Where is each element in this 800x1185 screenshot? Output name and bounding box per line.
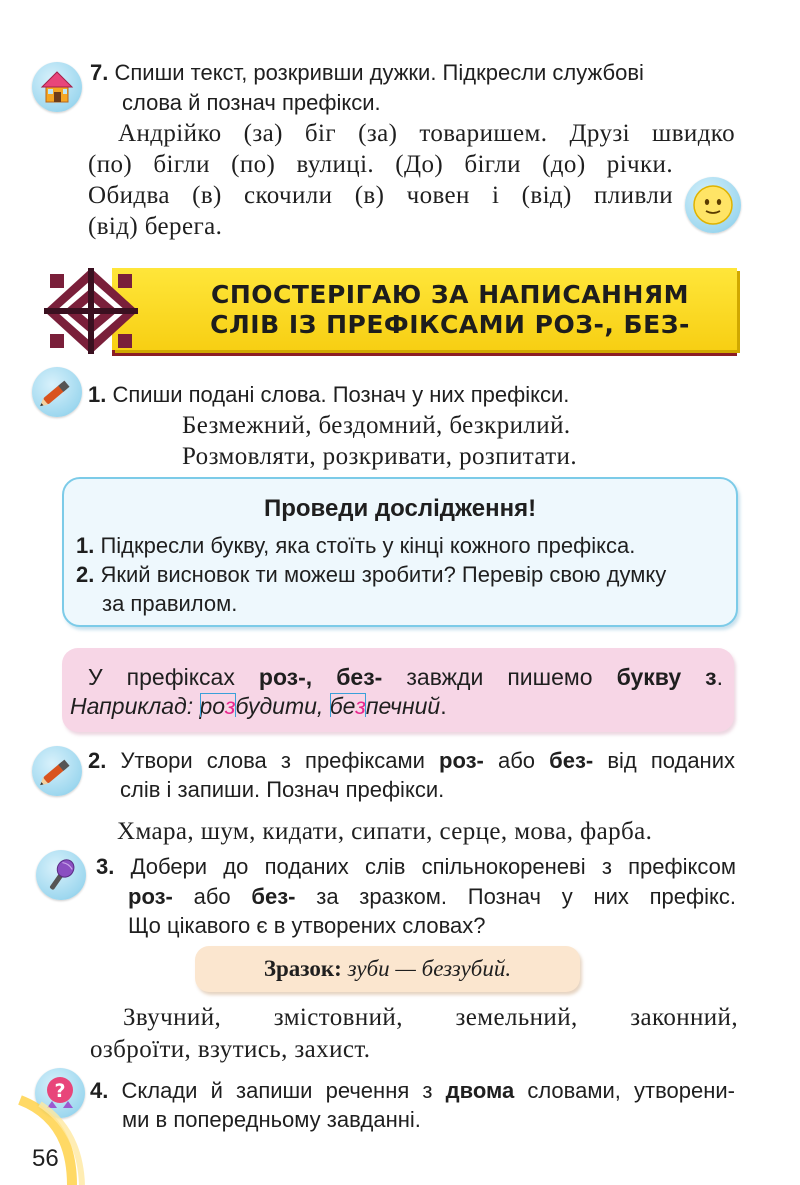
research-item2: 2. Який висновок ти можеш зробити? Перевір свою думку xyxy=(76,562,667,587)
task1-number: 1. xyxy=(88,382,107,407)
task7-number: 7. xyxy=(90,60,109,85)
house-icon xyxy=(32,62,82,112)
research-item1: 1. Підкресли букву, яка стоїть у кінці кожного префікса. xyxy=(76,533,636,558)
banner-title xyxy=(170,280,730,340)
task1-words-line2: Розмовляти, розкривати, розпитати. xyxy=(182,443,577,470)
task7-text-line3: Обидва (в) скочили (в) човен і (від) пливли xyxy=(88,182,673,209)
task3-instruction: 3. Добери до поданих слів спільнокореневі з префіксом xyxy=(96,854,736,879)
research-item2-line2: за правилом. xyxy=(102,591,238,616)
task7-text-line2: (по) бігли (по) вулиці. (До) бігли (до) річки. xyxy=(88,151,673,178)
prefix-box: роз xyxy=(199,693,236,719)
banner-title-line2: СЛІВ ІЗ ПРЕФІКСАМИ РОЗ-, БЕЗ- xyxy=(210,310,690,339)
research-title: Проведи дослідження! xyxy=(263,495,537,522)
task2-number: 2. xyxy=(88,748,107,773)
task3-words-line1: Звучний, змістовний, земельний, законний, xyxy=(123,1004,738,1031)
banner-title-line1: СПОСТЕРІГАЮ ЗА НАПИСАННЯМ xyxy=(210,280,690,309)
task3-number: 3. xyxy=(96,854,115,879)
pen-icon xyxy=(32,746,82,796)
rule-line1: У префіксах роз-, без- завжди пишемо букву з. xyxy=(88,664,723,690)
task3-instruction-line3: Що цікавого є в утворених словах? xyxy=(128,913,486,938)
task2-instruction: 2. Утвори слова з префіксами роз- або без- від поданих xyxy=(88,748,735,773)
smiley-icon xyxy=(685,177,741,233)
task4-instruction-line2: ми в попередньому завданні. xyxy=(122,1107,421,1132)
task3-words-line2: озброїти, взутись, захист. xyxy=(90,1036,371,1063)
embroidery-ornament-icon xyxy=(42,266,140,356)
task2-words: Хмара, шум, кидати, сипати, серце, мова, фарба. xyxy=(117,818,653,845)
task4-instruction: 4. Склади й запиши речення з двома словами, утворени- xyxy=(90,1078,735,1103)
task7-instruction: 7. Спиши текст, розкривши дужки. Підкресли службові xyxy=(90,60,644,85)
task1-words-line1: Безмежний, бездомний, безкрилий. xyxy=(182,412,571,439)
task7-text-line4: (від) берега. xyxy=(88,213,223,240)
rule-example: Наприклад: розбудити, безпечний. xyxy=(70,693,447,719)
svg-text:?: ? xyxy=(54,1080,66,1102)
task4-number: 4. xyxy=(90,1078,109,1103)
task7-text-line1: Андрійко (за) біг (за) товаришем. Друзі швидко xyxy=(118,120,735,147)
prefix-box: без xyxy=(329,693,366,719)
task1-instruction: 1. Спиши подані слова. Познач у них префікси. xyxy=(88,382,570,407)
microphone-icon xyxy=(36,850,86,900)
task7-instruction-line2: слова й познач префікси. xyxy=(122,90,381,115)
task3-instruction-line2: роз- або без- за зразком. Познач у них префікс. xyxy=(128,884,736,909)
task2-instruction-line2: слів і запиши. Познач префікси. xyxy=(120,777,445,802)
sample-box: Зразок: зуби — беззубий. xyxy=(195,946,580,992)
pen-icon xyxy=(32,367,82,417)
page-number: 56 xyxy=(32,1145,59,1172)
